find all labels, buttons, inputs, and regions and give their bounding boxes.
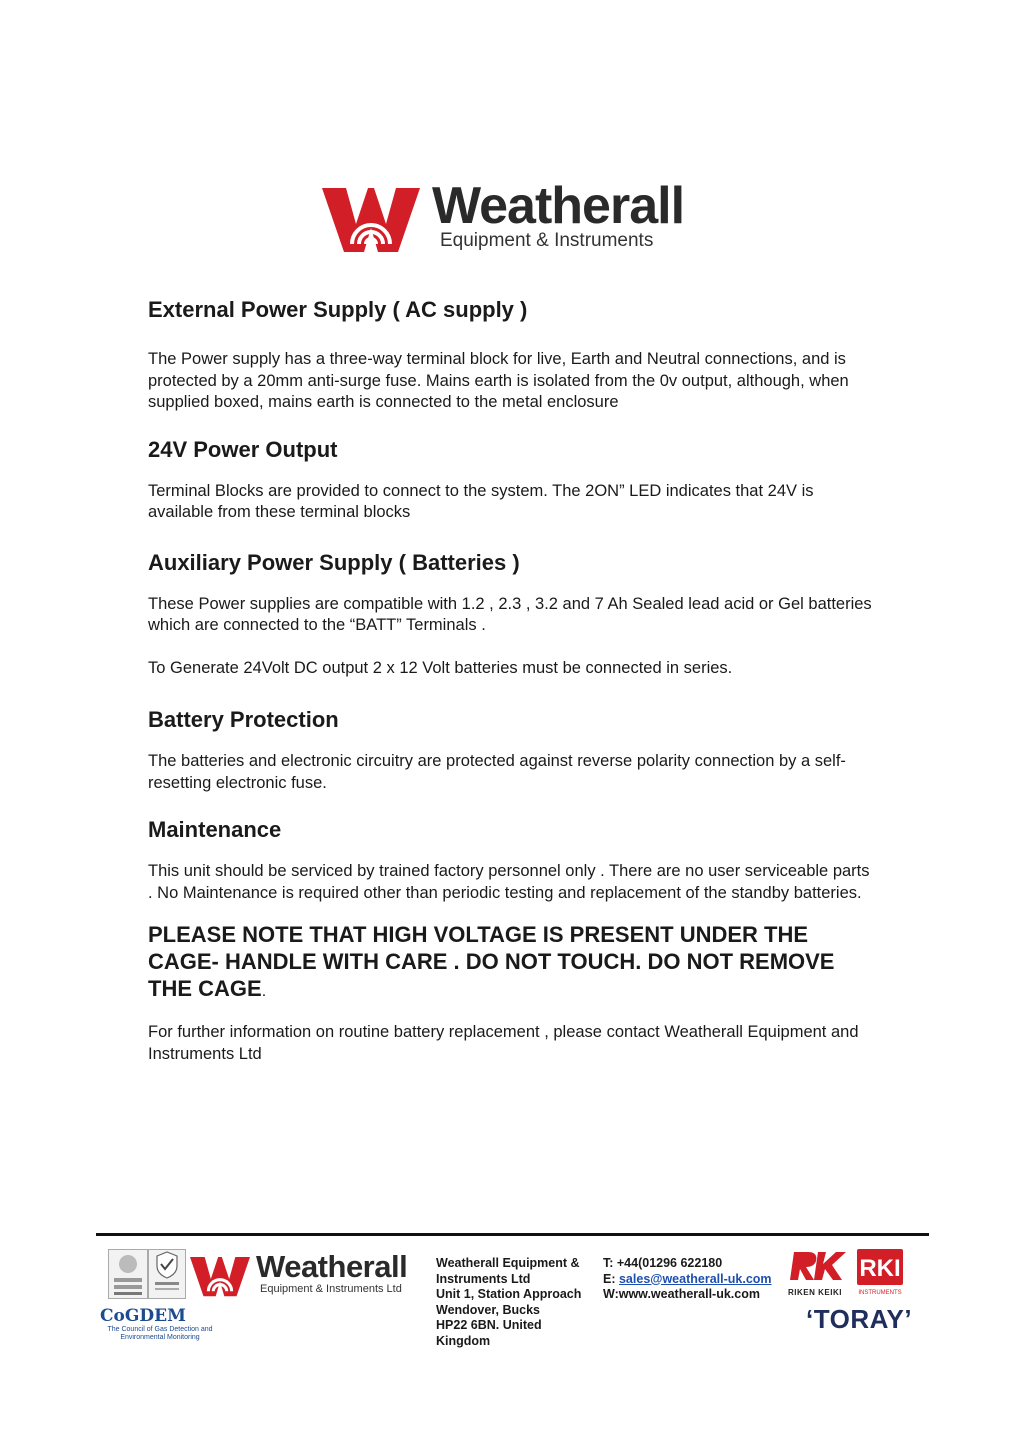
iso-9001-badge-icon — [108, 1249, 148, 1299]
footer-weatherall-w-icon — [190, 1254, 250, 1298]
closing-text: For further information on routine battery replacement , please contact Weatherall Equipment and Instruments Ltd — [148, 1023, 859, 1063]
section-text-aux-supply: These Power supplies are compatible with 1.2 , 2.3 , 3.2 and 7 Ah Sealed lead acid or Gel batteries which are connected to the “BATT” Terminals . — [148, 594, 872, 634]
warning-trailing-period: . — [261, 983, 267, 1000]
toray-logo: ‘TORAY’ — [806, 1304, 913, 1334]
section-heading-aux-supply: Auxiliary Power Supply ( Batteries ) — [148, 549, 520, 575]
email-prefix: E: — [603, 1271, 619, 1286]
high-voltage-warning — [148, 921, 878, 1002]
address-line: Weatherall Equipment & — [436, 1256, 580, 1270]
section-text-aux-supply-series: To Generate 24Volt DC output 2 x 12 Volt batteries must be connected in series. — [148, 658, 733, 677]
header-logo — [322, 177, 692, 256]
section-heading-maintenance: Maintenance — [148, 817, 282, 842]
section-text-power-output: Terminal Blocks are provided to connect to the system. The 2ON” LED indicates that 24V is available from these terminal blocks — [148, 481, 814, 521]
section-heading-power-output: 24V Power Output — [148, 436, 338, 462]
riken-keiki-label: RIKEN KEIKI — [788, 1288, 842, 1297]
ukas-badge-icon — [148, 1249, 186, 1299]
website: W:www.weatherall-uk.com — [603, 1287, 760, 1301]
warning-text: PLEASE NOTE THAT HIGH VOLTAGE IS PRESENT UNDER THE CAGE- HANDLE WITH CARE . DO NOT TOUCH. DO NOT REMOVE THE CAGE — [148, 922, 835, 1001]
address-line: Unit 1, Station Approach — [436, 1287, 582, 1301]
address-line: HP22 6BN. United Kingdom — [436, 1318, 542, 1348]
cogdem-subtitle: The Council of Gas Detection and Environmental Monitoring — [107, 1326, 213, 1341]
rki-instruments-logo — [857, 1249, 903, 1296]
section-heading-ac-supply: External Power Supply ( AC supply ) — [148, 297, 528, 322]
footer-divider — [96, 1233, 929, 1236]
section-text-battery-protection: The batteries and electronic circuitry are protected against reverse polarity connection by a self-resetting electronic fuse. — [148, 752, 846, 792]
brand-tagline: Equipment & Instruments — [440, 230, 654, 251]
brand-name: Weatherall — [432, 177, 685, 235]
weatherall-w-logo-icon — [322, 184, 420, 254]
company-address — [436, 1256, 596, 1349]
footer-brand-name: Weatherall — [256, 1249, 408, 1284]
cogdem-logo — [100, 1306, 220, 1342]
email-line — [603, 1272, 783, 1288]
company-contact — [603, 1256, 783, 1303]
rki-icon — [857, 1249, 903, 1285]
footer-logo — [190, 1249, 420, 1300]
footer-brand-tagline: Equipment & Instruments Ltd — [260, 1283, 402, 1295]
address-line: Wendover, Bucks — [436, 1302, 540, 1317]
rki-label: INSTRUMENTS — [858, 1290, 902, 1296]
section-heading-battery-protection: Battery Protection — [148, 707, 339, 732]
document-body — [148, 296, 878, 1065]
section-text-maintenance: This unit should be serviced by trained factory personnel only . There are no user serviceable parts . No Maintenance is required other than periodic testing and replacement of the standby batteries. — [148, 862, 870, 902]
email-link[interactable]: sales@weatherall-uk.com — [618, 1271, 772, 1286]
phone-number: T: +44(01296 622180 — [603, 1256, 723, 1270]
section-text-ac-supply: The Power supply has a three-way terminal block for live, Earth and Neutral connections, and is protected by a 20mm anti-surge fuse. Mains earth is isolated from the 0v output, although, when supplied boxed, mains earth is connected to the metal enclosure — [148, 350, 849, 411]
riken-keiki-logo — [788, 1250, 848, 1297]
address-line: Instruments Ltd — [436, 1271, 531, 1286]
riken-keiki-rk-icon — [788, 1250, 848, 1282]
cogdem-name: CoGDEM — [100, 1306, 186, 1326]
svg-text:RKI: RKI — [859, 1255, 901, 1282]
